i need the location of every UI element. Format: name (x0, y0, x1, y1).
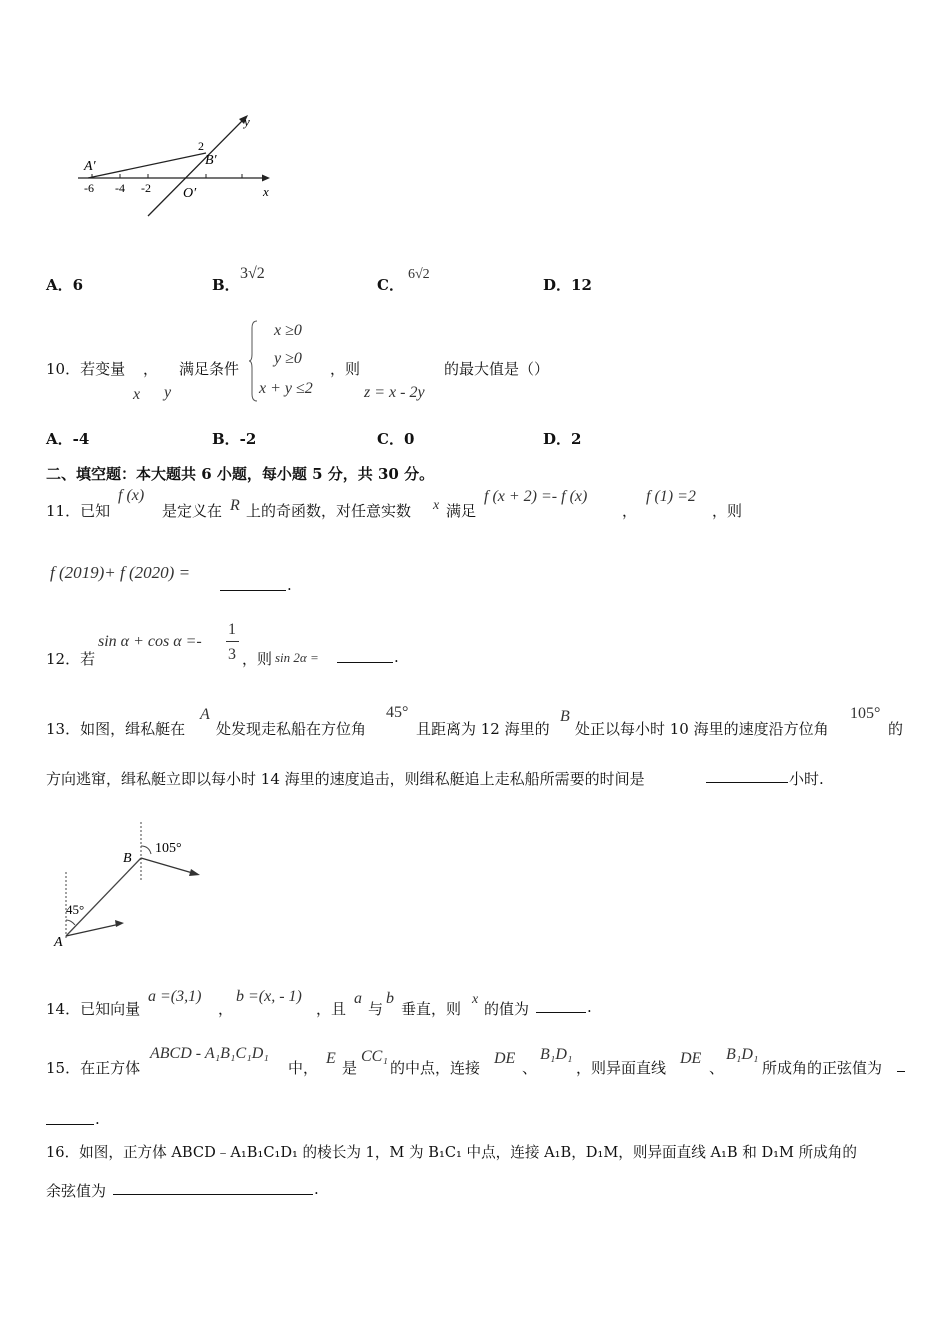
q15-answer-blank-2[interactable] (46, 1110, 94, 1125)
q9-option-b-math: 3√2 (240, 265, 265, 282)
q15-text-3: 是 (342, 1059, 358, 1077)
q16-line-2: 余弦值为 (46, 1182, 107, 1200)
tick-label-m6: -6 (84, 181, 94, 195)
q13-text-1: 13．如图，缉私艇在 (46, 720, 186, 738)
q16-answer-blank[interactable] (113, 1180, 313, 1195)
q12-numerator: 1 (228, 621, 236, 638)
q15-e: E (326, 1050, 336, 1067)
q12-period: . (394, 648, 399, 666)
q15-de-2: DE (680, 1050, 702, 1067)
label-a-prime: A′ (84, 159, 96, 174)
tick-label-m4: -4 (115, 181, 125, 195)
q14-comma: ， (218, 1000, 234, 1018)
q15-text-1: 15．在正方体 (46, 1059, 141, 1077)
q11-eq-1: f (x + 2) =- f (x) (484, 488, 588, 505)
q11-x: x (433, 498, 440, 513)
q14-text-3: 与 (368, 1000, 384, 1018)
oblique-axes-figure (70, 108, 290, 218)
q12-fraction-bar (226, 641, 239, 642)
q13-text-5: 的 (888, 720, 904, 738)
q11-eq-3: f (2019)+ f (2020) = (50, 563, 191, 582)
q10-constraint-1: x ≥0 (274, 322, 302, 339)
q10-objective: z = x - 2y (364, 384, 425, 401)
q9-option-c-math: 6√2 (408, 267, 430, 282)
q10-option-b: B．-2 (212, 430, 257, 448)
q11-comma: ， (622, 502, 638, 520)
q14-text-4: 垂直，则 (401, 1000, 462, 1018)
q11-text-3: 上的奇函数，对任意实数 (246, 502, 412, 520)
q15-answer-blank-1[interactable] (897, 1057, 905, 1072)
arrow-from-a (66, 924, 120, 936)
tick-label-2: 2 (198, 139, 204, 153)
q9-option-b: B． (212, 276, 240, 294)
q11-answer-blank[interactable] (220, 576, 286, 591)
q15-period: . (95, 1110, 100, 1128)
q15-de: DE (494, 1050, 516, 1067)
q16-period: . (314, 1180, 319, 1198)
label-a: A (54, 935, 63, 950)
segment-a-b (88, 153, 206, 178)
q11-text-2: 是定义在 (162, 502, 223, 520)
q13-angle-45: 45° (386, 704, 409, 721)
q13-line-2: 方向逃窜，缉私艇立即以每小时 14 海里的速度追击，则缉私艇追上走私船所需要的时间是 (46, 770, 645, 788)
q13-answer-blank[interactable] (706, 768, 788, 783)
q10-brace (248, 320, 258, 402)
q9-option-a: A．6 (46, 276, 84, 294)
q10-comma: ， (143, 360, 159, 378)
q15-cc1: CC₁ (361, 1048, 388, 1065)
q9-option-c: C． (377, 276, 404, 294)
q12-text-2: ，则 (242, 650, 273, 668)
q12-rhs: sin 2α = (275, 650, 319, 665)
q12-text-1: 12．若 (46, 650, 96, 668)
q14-text-2: ，且 (316, 1000, 347, 1018)
q13-text-3: 且距离为 12 海里的 (416, 720, 550, 738)
q14-answer-blank[interactable] (536, 998, 586, 1013)
pursuit-figure (50, 808, 220, 953)
q10-var-y: y (164, 384, 172, 401)
q13-angle-105: 105° (850, 705, 881, 722)
q10-text-4: 的最大值是（） (444, 360, 550, 378)
q10-option-a: A．-4 (46, 430, 90, 448)
q10-text-2: 满足条件 (179, 360, 240, 378)
q13-point-b: B (560, 708, 570, 725)
q15-text-6: ，则异面直线 (576, 1059, 667, 1077)
q11-r: R (230, 497, 240, 514)
q11-text-5: ，则 (712, 502, 743, 520)
label-45: 45° (66, 902, 85, 917)
q13-point-a: A (200, 706, 210, 723)
q13-text-4: 处正以每小时 10 海里的速度沿方位角 (575, 720, 829, 738)
label-o-prime: O′ (183, 186, 197, 201)
q14-vector-b: b =(x, - 1) (236, 988, 302, 1005)
q14-period: . (587, 998, 592, 1016)
q14-a: a (354, 990, 362, 1007)
q12-denominator: 3 (228, 646, 236, 663)
q14-vector-a: a =(3,1) (148, 988, 202, 1005)
q10-option-c: C．0 (377, 430, 415, 448)
q10-option-d: D．2 (543, 430, 582, 448)
q10-constraint-3: x + y ≤2 (259, 380, 313, 397)
q11-eq-2: f (1) =2 (646, 488, 696, 505)
q10-text-3: ，则 (330, 360, 361, 378)
q10-var-x: x (133, 386, 141, 403)
q14-b: b (386, 990, 394, 1007)
q9-option-d: D．12 (543, 276, 592, 294)
q15-text-5: 、 (522, 1059, 538, 1077)
section-heading: 二、填空题：本大题共 6 小题，每小题 5 分，共 30 分。 (46, 465, 435, 483)
label-b: B (123, 851, 132, 866)
q15-text-8: 所成角的正弦值为 (762, 1059, 883, 1077)
q11-text-1: 11．已知 (46, 502, 111, 520)
tick-label-m2: -2 (141, 181, 151, 195)
q16-line-1: 16．如图，正方体 ABCD﹣A₁B₁C₁D₁ 的棱长为 1，M 为 B₁C₁ 中点，连接 A₁B，D₁M，则异面直线 A₁B 和 D₁M 所成角的 (46, 1144, 857, 1161)
segment-ab (66, 858, 141, 936)
q11-text-4: 满足 (446, 502, 477, 520)
q15-cube: ABCD - A₁B₁C₁D₁ (150, 1045, 269, 1062)
q12-answer-blank[interactable] (337, 648, 393, 663)
q14-text-1: 14．已知向量 (46, 1000, 141, 1018)
q15-b1d1: B₁D₁ (540, 1046, 573, 1063)
y-label: y (244, 114, 250, 129)
y-axis (148, 118, 245, 216)
q13-text-2: 处发现走私船在方位角 (216, 720, 367, 738)
q11-period: . (287, 576, 292, 594)
q11-fx: f (x) (118, 487, 145, 504)
label-b-prime: B′ (205, 153, 217, 168)
x-label: x (263, 184, 269, 199)
q10-text-1: 10．若变量 (46, 360, 126, 378)
label-105: 105° (155, 841, 182, 856)
q15-text-4: 的中点，连接 (390, 1059, 481, 1077)
q15-text-7: 、 (709, 1059, 725, 1077)
q14-x: x (472, 992, 479, 1007)
q13-text-6: 小时. (789, 770, 824, 788)
q15-text-2: 中， (288, 1059, 319, 1077)
q12-lhs: sin α + cos α =- (98, 633, 202, 650)
q14-text-5: 的值为 (484, 1000, 530, 1018)
arrow-from-b (141, 858, 196, 874)
q15-b1d1-2: B₁D₁ (726, 1046, 759, 1063)
q10-constraint-2: y ≥0 (274, 350, 302, 367)
